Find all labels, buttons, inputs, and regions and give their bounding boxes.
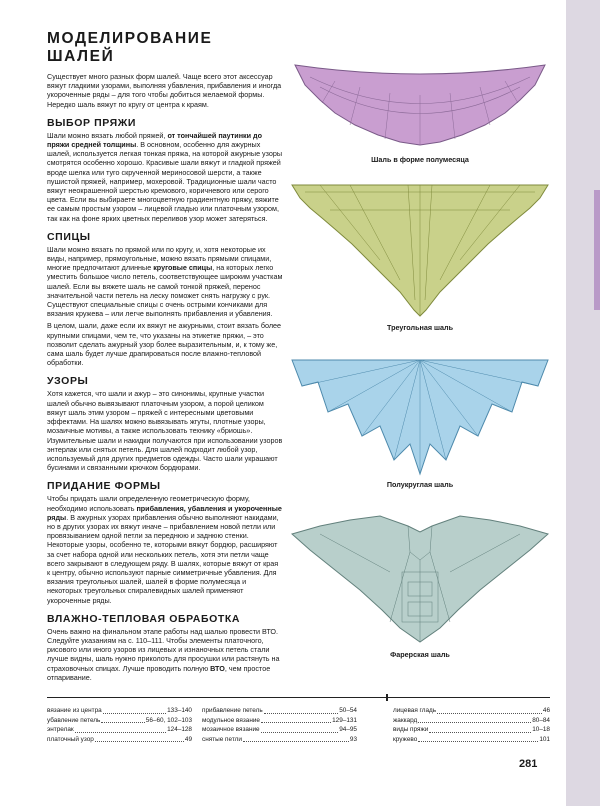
- index-entry: [47, 706, 192, 716]
- index-pages: 46: [542, 707, 550, 714]
- index-term: снятые петли: [202, 735, 242, 743]
- index-pages: 50–54: [339, 707, 357, 714]
- text-run: Очень важно на финальном этапе работы над шалью провести ВТО. Следуйте указаниям на с. 110–111. Чтобы элементы платочного, рисового или иного узоров из лицевых и изнаночных петель стали лучше видны, шаль нужно приколоть для просушки или растянуть на страховочных спицах. Лучше проводить полную: [47, 626, 280, 673]
- semicircle-shawl-illustration: [290, 352, 550, 482]
- index-pages: 129–131: [332, 716, 357, 724]
- index-entry: [393, 706, 550, 716]
- index-pages: 10–18: [532, 726, 550, 734]
- index-entry: [393, 735, 550, 745]
- faroese-shawl-illustration: [290, 512, 550, 647]
- page-number: 281: [519, 758, 538, 770]
- intro-text: Существует много разных форм шалей. Чаще всего этот аксессуар вяжут гладкими узорами, выполняя убавления, прибавления и иногда укороченные ряды – для того чтобы добиться желаемой формы. Нередко шаль вяжут по кругу от центра к краям.: [47, 72, 282, 109]
- index-pages: 49: [184, 735, 192, 743]
- index-term: убавление петель: [47, 716, 101, 724]
- index-column-2: [202, 706, 357, 744]
- index-term: лицевая гладь: [393, 707, 437, 714]
- index-entry: [202, 735, 357, 745]
- index-pages: 124–128: [167, 726, 192, 734]
- index-term: кружево: [393, 735, 418, 743]
- index-column-1: [47, 706, 192, 744]
- index-term: модульное вязание: [202, 716, 260, 724]
- needles-text-2: В целом, шали, даже если их вяжут не ажурными, стоит вязать более крупными спицами, чем те, что указаны на этикетке пряжи, – это позволит сделать ажурный узор более выразительным, и, к тому же, сама шаль будет лучше драпироваться после влажно-тепловой обработки.: [47, 321, 282, 368]
- index-divider: [47, 697, 550, 698]
- index-divider-mark: [386, 694, 388, 701]
- shaping-text: [47, 494, 283, 604]
- text-run: Шали можно вязать любой пряжей,: [47, 130, 168, 140]
- figure-caption: Шаль в форме полумесяца: [371, 155, 469, 164]
- figure-caption: Треугольная шаль: [386, 323, 453, 332]
- index-term: жаккард: [393, 716, 418, 724]
- bold-run: от тончайшей паутинки до пряжи средней толщины: [47, 130, 262, 150]
- index-entry: [47, 716, 192, 726]
- index-term: виды пряжи: [393, 726, 429, 734]
- needles-text: [47, 245, 283, 319]
- page-edge-accent: [594, 190, 600, 310]
- page-edge-tab: [566, 0, 600, 806]
- text-run: , на которых легко уместить большое число петель, соответствующее широким участкам шалей. Если вы вяжете шаль не самой тонкой пряжей, перенос значительной части петель на леску поможет снять нагрузку с рук. Существуют специальные спицы с очень острыми кончиками для вязания кружева – или легче выполнять прибавления и убавления.: [47, 263, 283, 319]
- patterns-text: Хотя кажется, что шали и ажур – это синонимы, крупные участки шалей обычно вывязывают платочным узором, а порой целиком вяжут шаль этим узором – пряжей с интересными цветовыми эффектами. На шалях можно вывязывать жгуты, плотные узоры, мозаичные мотивы, а также использовать технику «бриошь». Изумительные шали и накидки получаются при использовании узоров энтерлак или снятых петель. Для шалей подходит любой узор, используемый для других предметов одежды. Часто шали украшают бусинами и связанными крючком бордюрами.: [47, 389, 283, 473]
- index-entry: [393, 725, 550, 735]
- semicircle-shawl-figure: [290, 352, 550, 500]
- index-column-3: [393, 706, 550, 744]
- index-term: прибавление петель: [202, 707, 263, 714]
- crescent-shawl-figure: [290, 55, 550, 170]
- main-column: [47, 30, 283, 685]
- index-pages: 56–60, 102–103: [145, 716, 192, 724]
- yarn-text: [47, 131, 283, 223]
- text-run: , чем простое отпаривание.: [47, 663, 271, 682]
- index-term: мозаичное вязание: [202, 726, 260, 734]
- faroese-shawl-figure: [290, 512, 550, 667]
- triangle-shawl-figure: [290, 180, 550, 340]
- index-pages: 94–95: [339, 726, 357, 734]
- bold-run: прибавления, убавления и укороченные ряды: [47, 503, 282, 522]
- index-entry: [202, 716, 357, 726]
- index-entry: [47, 725, 192, 735]
- text-run: . В ажурных узорах прибавления обычно выполняют накидами, но в других узорах их вяжут иначе – прибавлением новой петли или провязыванием одной петли за переднюю и заднюю стенки. Некоторые узоры, особенно те, которыми вяжут бордюр, расширяют за счет набора одной или нескольких петель, хотя эти петли чаще всего закрывают в следующем ряду. В шалях, которые вяжут от края к центру, обычно используют парные симметричные убавления. Для вязания треугольных шалей, шалей в форме полумесяца и некоторых треугольных спиралевидных шалей применяют укороченные ряды.: [47, 512, 279, 605]
- figure-caption: Полукруглая шаль: [386, 480, 454, 489]
- index-pages: 93: [349, 735, 357, 743]
- crescent-shawl-illustration: [290, 55, 550, 155]
- index-term: вязание из центра: [47, 707, 102, 714]
- section-heading-yarn: ВЫБОР ПРЯЖИ: [47, 116, 136, 129]
- section-heading-patterns: УЗОРЫ: [47, 375, 89, 388]
- text-run: . В основном, особенно для ажурных шалей, используется легкая тонкая пряжа, на которой ажурные узоры смотрятся особенно хорошо. Красивые шали вяжут и гладкой пряжей вроде шелка или туго скрученной мериносовой шерсти, а также пушистой пряжей, например, мохеровой. Традиционные шали часто вяжут неокрашенной шерстью кремового, коричневого или серого цвета. Если вы выбираете многоцветную градиентную пряжу, вяжите ее самым простым узором – лицевой гладью или платочным узором, так как на фоне ярких цветных переливов узор может затеряться.: [47, 140, 283, 223]
- bold-run: ВТО: [210, 663, 225, 673]
- section-heading-shaping: ПРИДАНИЕ ФОРМЫ: [47, 480, 161, 493]
- page-title: МОДЕЛИРОВАНИЕ ШАЛЕЙ: [47, 30, 213, 65]
- index-term: энтрелак: [47, 726, 74, 734]
- index-entry: [393, 716, 550, 726]
- index-entry: [202, 706, 357, 716]
- text-run: Шали можно вязать по прямой или по кругу, и, хотя некоторые их виды, например, прямоугольные, можно вязать прямыми спицами, многие предпочитают длинные: [47, 244, 272, 273]
- text-run: Чтобы придать шали определенную геометрическую форму, необходимо использовать: [47, 494, 250, 513]
- bold-run: круговые спицы: [153, 263, 213, 273]
- index-entry: [202, 725, 357, 735]
- index-term: платочный узор: [47, 735, 94, 743]
- section-heading-needles: СПИЦЫ: [47, 230, 91, 243]
- index-entry: [47, 735, 192, 745]
- section-heading-blocking: ВЛАЖНО-ТЕПЛОВАЯ ОБРАБОТКА: [47, 612, 241, 625]
- index-pages: 80–84: [532, 716, 550, 724]
- figure-caption: Фарерская шаль: [390, 650, 450, 659]
- index-pages: 101: [539, 735, 550, 743]
- triangle-shawl-illustration: [290, 180, 550, 320]
- blocking-text: [47, 627, 283, 682]
- index-pages: 133–140: [167, 707, 192, 714]
